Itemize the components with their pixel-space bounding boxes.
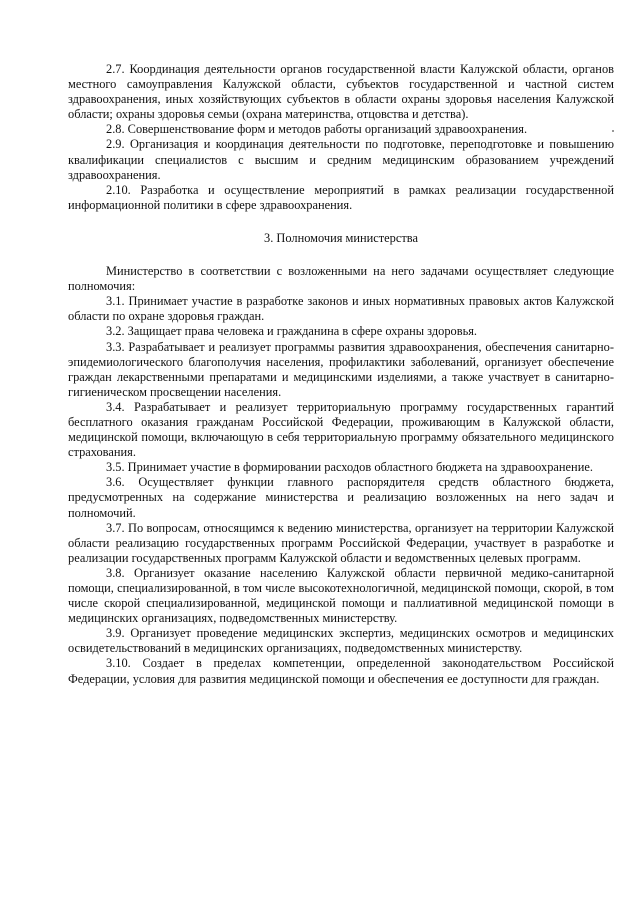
paragraph-3-7: 3.7. По вопросам, относящимся к ведению министерства, организует на территории Калужской области реализацию государственных программ Российской Федерации, участвует в разработке и реализации государственных программ Калужской области и ведомственных целевых программ. — [68, 520, 614, 565]
paragraph-3-1: 3.1. Принимает участие в разработке законов и иных нормативных правовых актов Калужской области по охране здоровья граждан. — [68, 294, 614, 324]
paragraph-3-3: 3.3. Разрабатывает и реализует программы развития здравоохранения, обеспечения санитарно-эпидемиологического благополучия населения, профилактики заболеваний, организует обеспечение граждан лекарственными препаратами и медицинскими изделиями, а также участвует в санитарно-гигиеническом просвещении населения. — [68, 339, 614, 399]
paragraph-3-9: 3.9. Организует проведение медицинских экспертиз, медицинских осмотров и медицинских освидетельствований в медицинских организациях, подведомственных министерству. — [68, 626, 614, 656]
paragraph-3-6: 3.6. Осуществляет функции главного распорядителя средств областного бюджета, предусмотренных на содержание министерства и реализацию возложенных на него задач и полномочий. — [68, 475, 614, 520]
paragraph-2-7: 2.7. Координация деятельности органов государственной власти Калужской области, органов местного самоуправления Калужской области, субъектов государственной и частной систем здравоохранения, иных хозяйствующих субъектов в области охраны здоровья населения Калужской области; охраны здоровья семьи (охрана материнства, отцовства и детства). — [68, 62, 614, 122]
paragraph-3-2: 3.2. Защищает права человека и гражданина в сфере охраны здоровья. — [106, 324, 478, 339]
paragraph-2-8: 2.8. Совершенствование форм и методов работы организаций здравоохранения. — [106, 122, 528, 137]
section-intro: Министерство в соответствии с возложенными на него задачами осуществляет следующие полномочия: — [68, 264, 614, 294]
section-title: 3. Полномочия министерства — [264, 230, 418, 245]
paragraph-2-9: 2.9. Организация и координация деятельности по подготовке, переподготовке и повышению квалификации специалистов с высшим и средним медицинским образованием учреждений здравоохранения. — [68, 137, 614, 182]
scan-speck — [612, 130, 614, 132]
paragraph-3-10: 3.10. Создает в пределах компетенции, определенной законодательством Российской Федерации, условия для развития медицинской помощи и обеспечения ее доступности для граждан. — [68, 656, 614, 686]
paragraph-2-10: 2.10. Разработка и осуществление мероприятий в рамках реализации государственной информационной политики в сфере здравоохранения. — [68, 182, 614, 212]
document-body — [68, 62, 614, 687]
paragraph-3-8: 3.8. Организует оказание населению Калужской области первичной медико-санитарной помощи, специализированной, в том числе высокотехнологичной, медицинской помощи, скорой, в том числе скорой специализированной, медицинской помощи и паллиативной медицинской помощи в медицинских организациях, подведомственных министерству. — [68, 565, 614, 626]
paragraph-3-4: 3.4. Разрабатывает и реализует территориальную программу государственных гарантий бесплатного оказания гражданам Российской Федерации, проживающим в Калужской области, медицинской помощи, включающую в себя территориальную программу обязательного медицинского страхования. — [68, 399, 614, 460]
paragraph-3-5: 3.5. Принимает участие в формировании расходов областного бюджета на здравоохранение. — [106, 460, 593, 475]
